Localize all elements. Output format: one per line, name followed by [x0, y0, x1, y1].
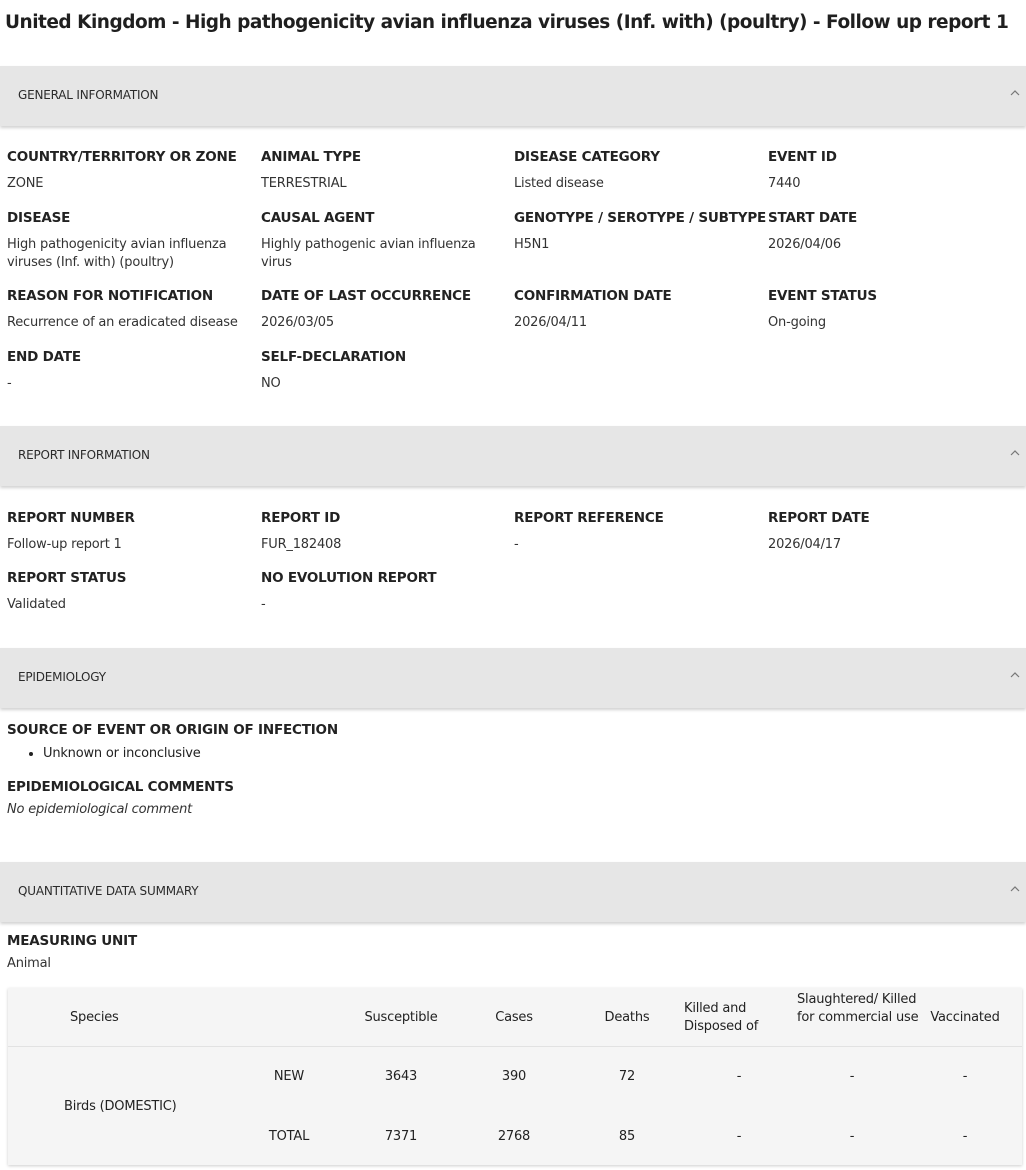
field-report-number: REPORT NUMBER Follow-up report 1 [7, 510, 135, 552]
section-header-epidemiology[interactable] [0, 648, 1026, 708]
field-disease-category: DISEASE CATEGORY Listed disease [514, 149, 660, 191]
cell-deaths: 85 [618, 1129, 636, 1144]
field-start-date: START DATE 2026/04/06 [768, 210, 858, 252]
column-header-slaughtered: Slaughtered/ Killed for commercial use [797, 992, 919, 1025]
field-event-status: EVENT STATUS On-going [768, 288, 877, 330]
cell-deaths: 72 [618, 1069, 636, 1084]
field-self-declaration: SELF-DECLARATION NO [261, 349, 406, 391]
cell-vaccinated: - [962, 1129, 968, 1144]
page-title: United Kingdom - High pathogenicity avian influenza viruses (Inf. with) (poultry) - Follow up report 1 [5, 12, 1009, 33]
chevron-up-icon[interactable] [1008, 86, 1022, 100]
section-label: GENERAL INFORMATION [18, 88, 159, 102]
row-type: TOTAL [268, 1129, 310, 1144]
chevron-up-icon[interactable] [1008, 668, 1022, 682]
section-label: REPORT INFORMATION [18, 448, 150, 462]
species-cell: Birds (DOMESTIC) [64, 1099, 177, 1114]
cell-slaughtered: - [849, 1129, 855, 1144]
field-report-reference: REPORT REFERENCE - [514, 510, 664, 552]
field-disease: DISEASE High pathogenicity avian influenza viruses (Inf. with) (poultry) [7, 210, 227, 270]
column-header-vaccinated: Vaccinated [930, 1010, 1000, 1025]
cell-susceptible: 7371 [384, 1129, 418, 1144]
section-label: QUANTITATIVE DATA SUMMARY [18, 884, 199, 898]
chevron-up-icon[interactable] [1008, 446, 1022, 460]
field-date-last-occurrence: DATE OF LAST OCCURRENCE 2026/03/05 [261, 288, 471, 330]
field-no-evolution-report: NO EVOLUTION REPORT - [261, 570, 437, 612]
cell-slaughtered: - [849, 1069, 855, 1084]
column-header-cases: Cases [495, 1010, 533, 1025]
cell-cases: 2768 [497, 1129, 531, 1144]
cell-cases: 390 [501, 1069, 527, 1084]
cell-vaccinated: - [962, 1069, 968, 1084]
quantitative-data-table [8, 988, 1022, 1165]
field-report-date: REPORT DATE 2026/04/17 [768, 510, 870, 552]
field-end-date: END DATE - [7, 349, 81, 391]
section-header-general-information[interactable] [0, 66, 1026, 126]
field-causal-agent: CAUSAL AGENT Highly pathogenic avian influenza virus [261, 210, 476, 270]
column-header-killed-disposed: Killed and Disposed of [684, 1001, 759, 1034]
field-report-status: REPORT STATUS Validated [7, 570, 127, 612]
section-header-report-information[interactable] [0, 426, 1026, 486]
section-label: EPIDEMIOLOGY [18, 670, 106, 684]
field-epidemiological-comments: EPIDEMIOLOGICAL COMMENTS No epidemiological comment [7, 779, 234, 817]
list-item: • Unknown or inconclusive [43, 746, 607, 761]
field-animal-type: ANIMAL TYPE TERRESTRIAL [261, 149, 361, 191]
row-type: NEW [273, 1069, 305, 1084]
field-country-zone: COUNTRY/TERRITORY OR ZONE ZONE [7, 149, 237, 191]
source-list [7, 746, 607, 761]
column-header-susceptible: Susceptible [364, 1010, 438, 1025]
field-report-id: REPORT ID FUR_182408 [261, 510, 342, 552]
field-genotype: GENOTYPE / SEROTYPE / SUBTYPE H5N1 [514, 210, 767, 252]
field-event-id: EVENT ID 7440 [768, 149, 837, 191]
cell-susceptible: 3643 [384, 1069, 418, 1084]
section-header-quantitative-data-summary[interactable] [0, 862, 1026, 922]
header-divider [8, 1046, 1022, 1047]
cell-killed: - [736, 1129, 742, 1144]
column-header-deaths: Deaths [604, 1010, 650, 1025]
field-source-of-event: SOURCE OF EVENT OR ORIGIN OF INFECTION • Unknown or inconclusive [7, 722, 607, 761]
field-reason-notification: REASON FOR NOTIFICATION Recurrence of an eradicated disease [7, 288, 238, 330]
field-measuring-unit: MEASURING UNIT Animal [7, 933, 137, 971]
chevron-up-icon[interactable] [1008, 882, 1022, 896]
column-header-species: Species [70, 1010, 119, 1025]
field-confirmation-date: CONFIRMATION DATE 2026/04/11 [514, 288, 672, 330]
cell-killed: - [736, 1069, 742, 1084]
